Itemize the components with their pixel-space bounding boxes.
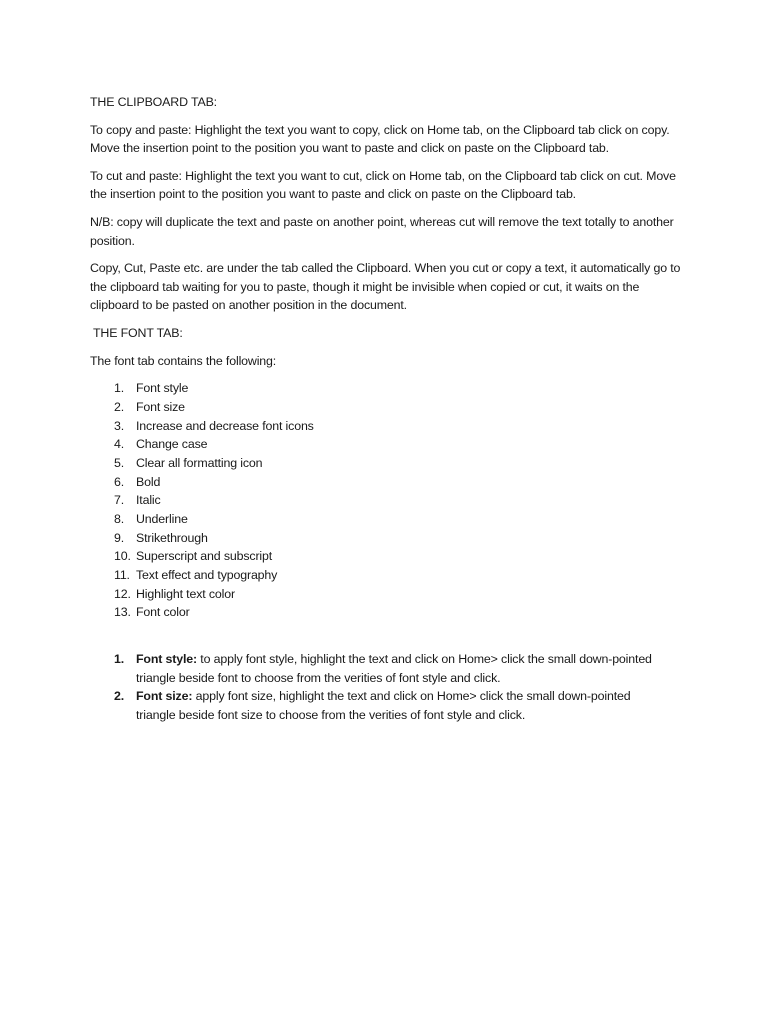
list-number: 7. — [114, 493, 125, 508]
list-item — [114, 547, 688, 566]
list-item — [114, 510, 688, 529]
list-number: 8. — [114, 511, 125, 526]
list-item — [114, 473, 688, 492]
list-item — [114, 417, 688, 436]
font-heading: THE FONT TAB: — [93, 325, 183, 340]
cut-paste-paragraph: To cut and paste: Highlight the text you want to cut, click on Home tab, on the Clipboard tab click on cut. Move the insertion point to the position you want to paste and click on paste on the Clipboard tab. — [90, 168, 676, 202]
detail-body — [136, 650, 666, 687]
detail-term: Font style: — [136, 652, 197, 667]
list-number: 5. — [114, 455, 125, 470]
list-number: 2. — [114, 689, 125, 704]
detail-text: to apply font style, highlight the text and click on Home> click the small down-pointed triangle beside font to choose from the verities of font style and click. — [136, 652, 652, 685]
list-item — [114, 603, 688, 622]
list-number: 3. — [114, 418, 125, 433]
list-item — [114, 454, 688, 473]
list-item — [114, 566, 688, 585]
list-item — [114, 585, 688, 604]
list-item — [114, 529, 688, 548]
detail-text: apply font size, highlight the text and click on Home> click the small down-pointed triangle beside font size to choose from the verities of font style and click. — [136, 689, 631, 722]
font-detail-list — [90, 650, 688, 724]
list-label: Highlight text color — [136, 586, 235, 601]
list-number: 9. — [114, 530, 125, 545]
clipboard-heading: THE CLIPBOARD TAB: — [90, 95, 217, 109]
list-label: Increase and decrease font icons — [136, 418, 314, 433]
list-item — [114, 687, 688, 724]
list-item — [114, 379, 688, 398]
list-number: 2. — [114, 399, 125, 414]
list-number: 10. — [114, 549, 131, 564]
list-label: Superscript and subscript — [136, 549, 273, 564]
list-label: Change case — [136, 437, 208, 452]
list-label: Font size — [136, 399, 185, 414]
list-number: 6. — [114, 474, 125, 489]
list-label: Italic — [136, 493, 161, 508]
list-label: Font color — [136, 605, 190, 620]
font-intro: The font tab contains the following: — [90, 353, 277, 368]
list-label: Font style — [136, 381, 189, 396]
list-item — [114, 491, 688, 510]
list-label: Text effect and typography — [136, 568, 278, 582]
list-number: 4. — [114, 437, 125, 452]
list-number: 12. — [114, 586, 131, 601]
list-label: Strikethrough — [136, 530, 208, 545]
list-item — [114, 398, 688, 417]
detail-body — [136, 687, 666, 724]
list-number: 11. — [114, 568, 130, 582]
list-label: Clear all formatting icon — [136, 455, 263, 470]
list-label: Underline — [136, 511, 188, 526]
list-item — [114, 435, 688, 454]
spacer — [90, 622, 688, 650]
nb-paragraph: N/B: copy will duplicate the text and paste on another point, whereas cut will remove the text totally to another position. — [90, 214, 674, 248]
clipboard-info-paragraph: Copy, Cut, Paste etc. are under the tab called the Clipboard. When you cut or copy a text, it automatically go to the clipboard tab waiting for you to paste, though it might be invisible when copied or cut, it waits on the clipboard to be pasted on another position in the document. — [90, 261, 681, 313]
list-number: 1. — [114, 381, 125, 396]
detail-term: Font size: — [136, 689, 193, 704]
copy-paste-paragraph: To copy and paste: Highlight the text you want to copy, click on Home tab, on the Clipboard tab click on copy. Move the insertion point to the position you want to paste and click on paste on the Clipboard tab. — [90, 122, 670, 156]
list-label: Bold — [136, 474, 161, 489]
list-item — [114, 650, 688, 687]
list-number: 1. — [114, 652, 125, 667]
list-number: 13. — [114, 605, 131, 620]
font-feature-list — [90, 379, 688, 622]
